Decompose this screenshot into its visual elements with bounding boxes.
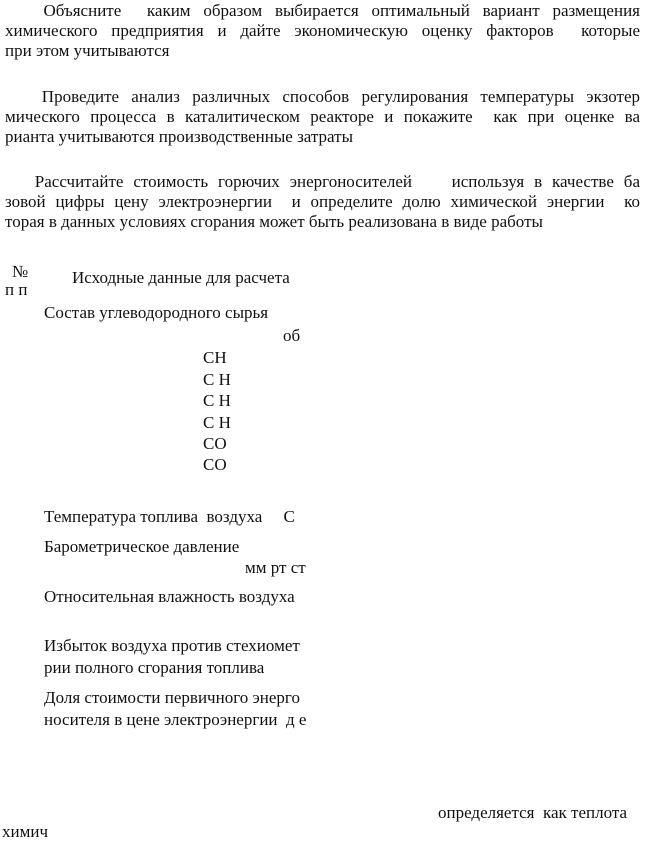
paragraph-line: мического процесса в каталитическом реакторе и покажите как при оценке ва	[5, 107, 640, 126]
column-number-header-sub: п п	[5, 280, 28, 299]
paragraph-line: химического предприятия и дайте экономическую оценку факторов которые	[5, 21, 640, 40]
paragraph-line: зовой цифры цену электроэнергии и определите долю химической энергии ко	[5, 192, 640, 211]
fuel-temperature-label: Температура топлива воздуха С	[44, 507, 295, 526]
pressure-unit-label: мм рт ст	[245, 558, 306, 577]
component-label: СН	[203, 348, 227, 367]
paragraph-line: Проведите анализ различных способов регулирования температуры экзотер	[5, 87, 640, 106]
component-label: С Н	[203, 370, 231, 389]
table-header: Исходные данные для расчета	[72, 268, 290, 287]
paragraph-1	[5, 1, 640, 61]
raw-material-label: Состав углеводородного сырья	[44, 303, 269, 322]
excess-air-label-cont: рии полного сгорания топлива	[44, 658, 265, 677]
paragraph-2	[5, 87, 640, 147]
pressure-label: Барометрическое давление	[44, 537, 240, 556]
excess-air-label: Избыток воздуха против стехиомет	[44, 636, 300, 655]
component-label: СО	[203, 434, 227, 453]
component-label: С Н	[203, 391, 231, 410]
cost-share-label: Доля стоимости первичного энерго	[44, 688, 300, 707]
paragraph-line: Рассчитайте стоимость горючих энергоносителей используя в качестве ба	[5, 172, 640, 191]
footer-left-text: химич	[2, 822, 49, 841]
paragraph-3	[5, 172, 640, 232]
humidity-label: Относительная влажность воздуха	[44, 587, 295, 606]
unit-label: об	[283, 326, 301, 345]
component-label: СО	[203, 455, 227, 474]
paragraph-line: при этом учитываются	[5, 41, 170, 60]
footer-right-text: определяется как теплота	[438, 803, 628, 822]
component-label: С Н	[203, 413, 231, 432]
paragraph-line: торая в данных условиях сгорания может быть реализована в виде работы	[5, 212, 543, 231]
column-number-header: №	[12, 262, 29, 281]
cost-share-label-cont: носителя в цене электроэнергии д е	[44, 710, 307, 729]
paragraph-line: Объясните каким образом выбирается оптимальный вариант размещения	[5, 1, 640, 20]
paragraph-line: рианта учитываются производственные затраты	[5, 127, 354, 146]
